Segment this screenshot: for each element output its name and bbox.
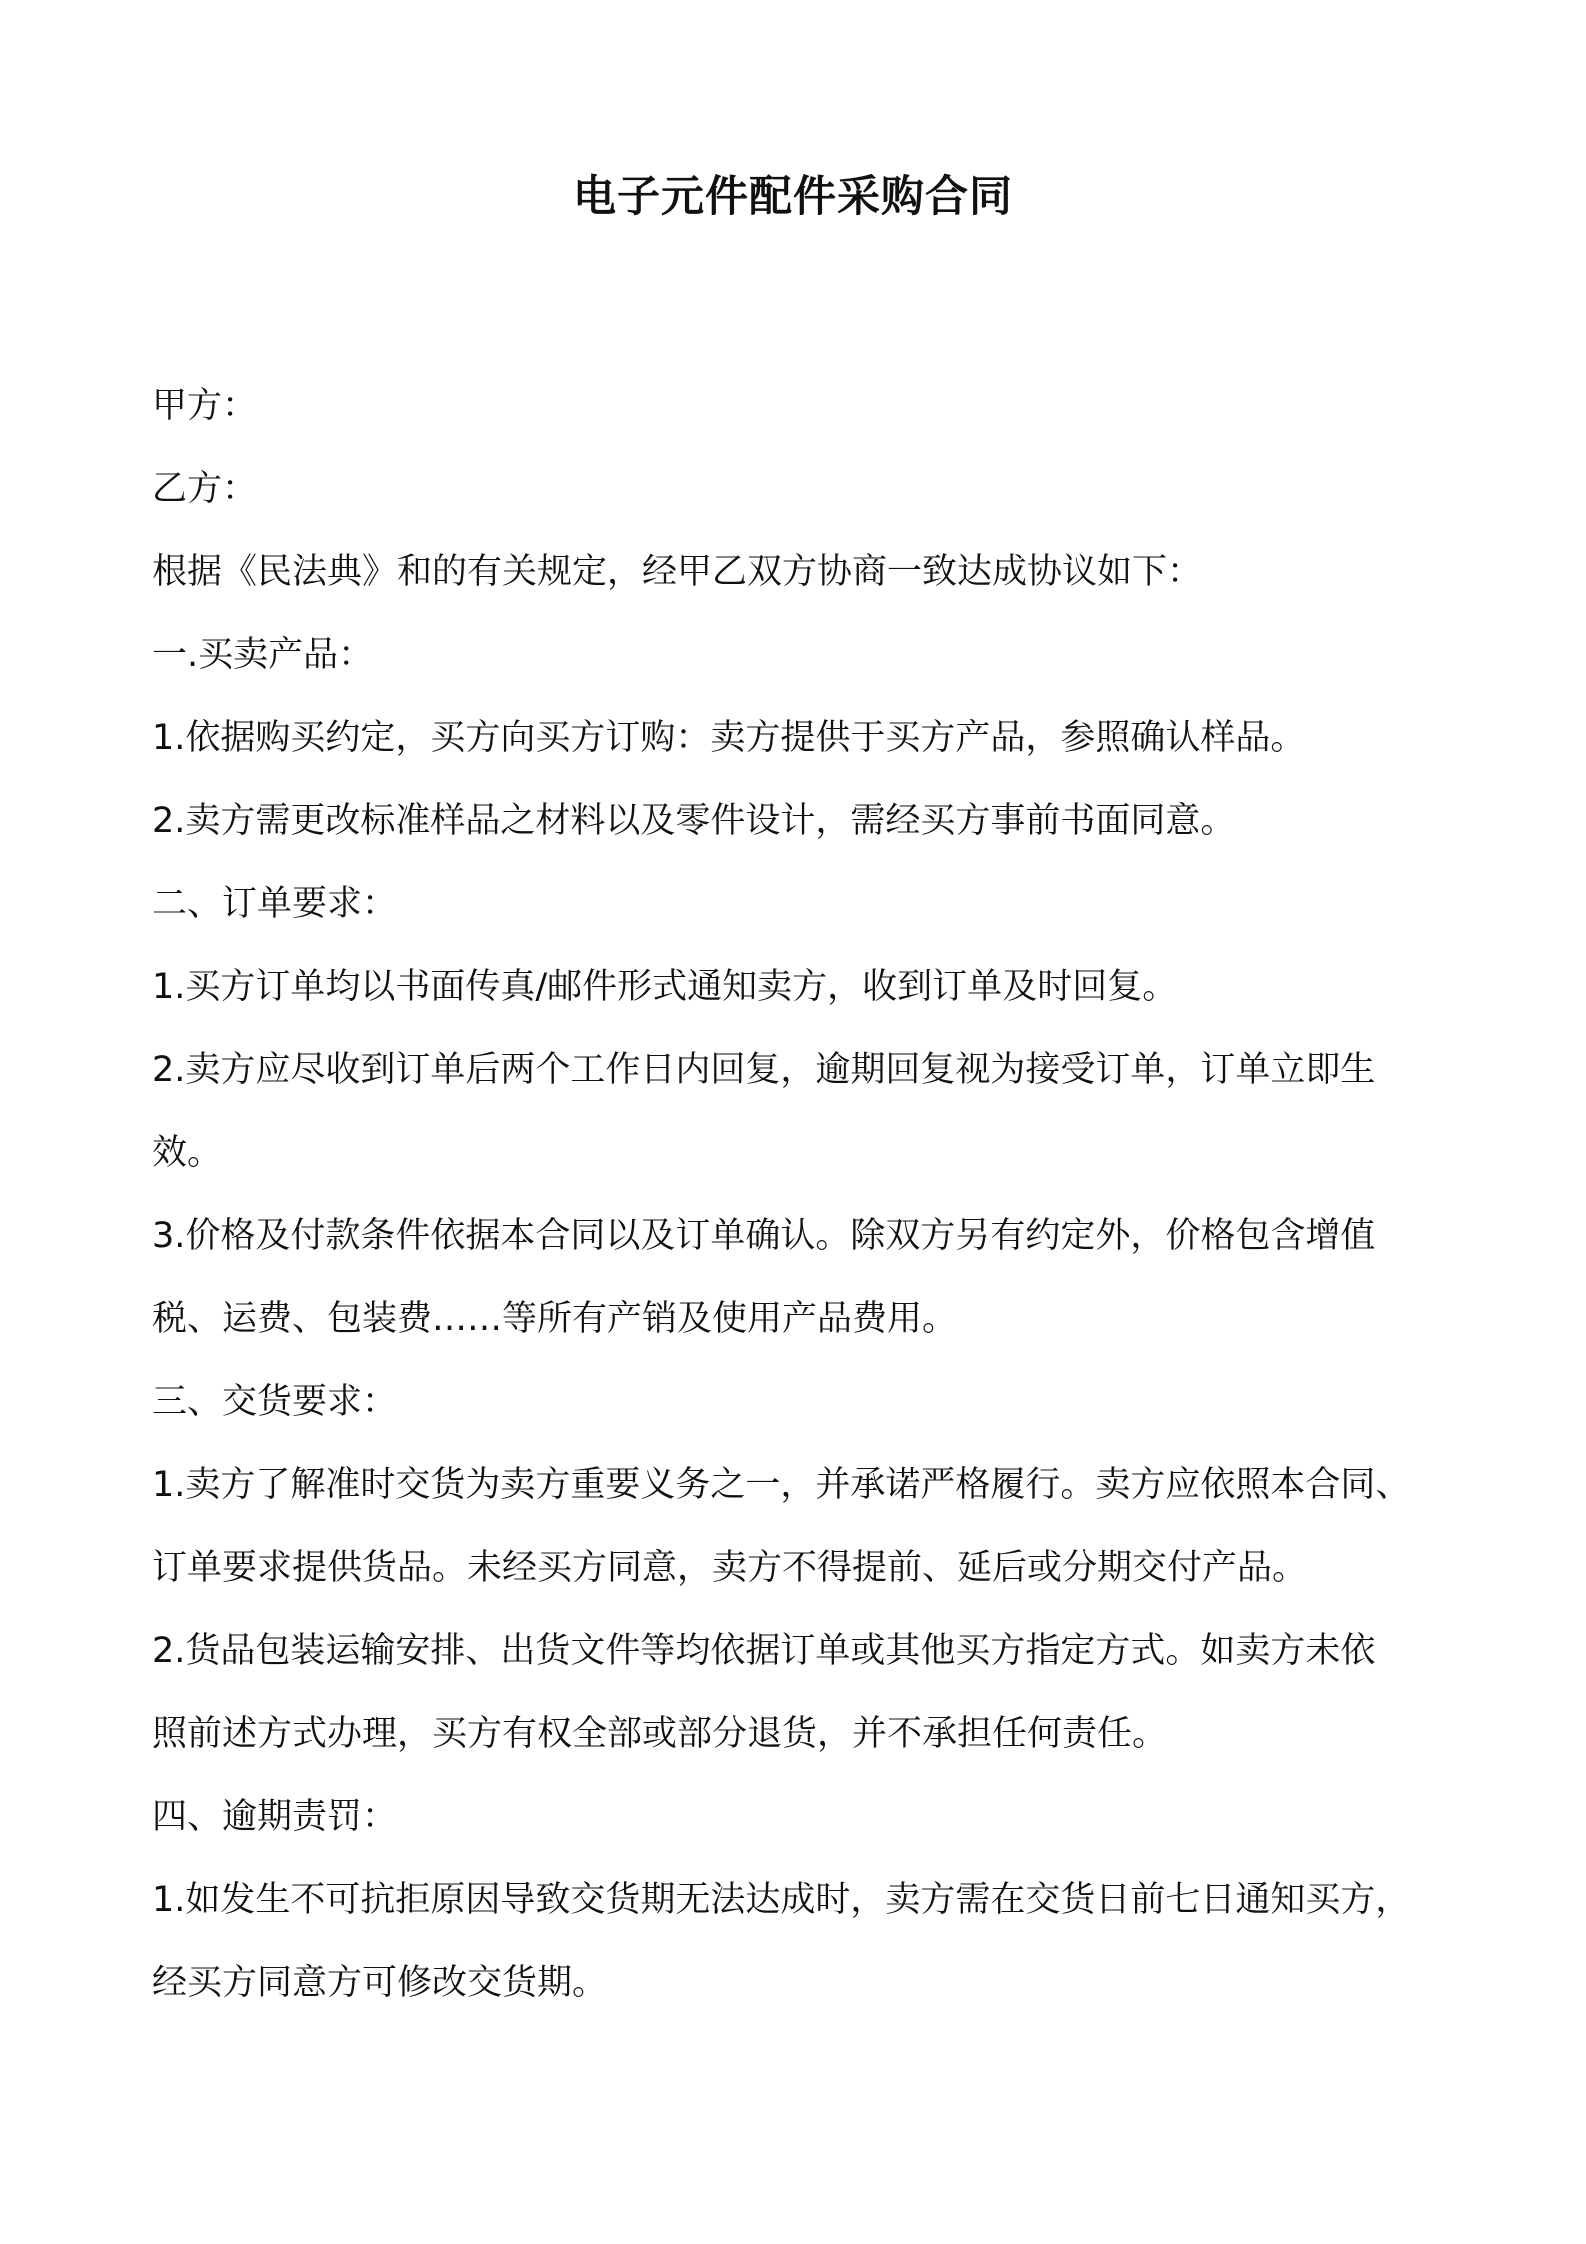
clause-paragraph (152, 1029, 1452, 1195)
clause-line: 效。 (152, 1133, 223, 1173)
section-heading: 一.买卖产品： (152, 635, 374, 675)
clause-line: 1.卖方了解准时交货为卖方重要义务之一，并承诺严格履行。卖方应依照本合同、 (152, 1465, 1411, 1505)
clause-paragraph (152, 1195, 1452, 1361)
document-body (152, 365, 1452, 2025)
clause-paragraph (152, 1610, 1452, 1776)
clause-line: 1.如发生不可抗拒原因导致交货期无法达成时，卖方需在交货日前七日通知买方， (152, 1880, 1411, 1920)
clause-line: 税、运费、包装费……等所有产销及使用产品费用。 (152, 1299, 958, 1339)
clause-line: 2.货品包装运输安排、出货文件等均依据订单或其他买方指定方式。如卖方未依 (152, 1631, 1376, 1671)
clause-paragraph (152, 1859, 1452, 2025)
clause-line: 订单要求提供货品。未经买方同意，卖方不得提前、延后或分期交付产品。 (152, 1548, 1308, 1588)
clause-line: 2.卖方需更改标准样品之材料以及零件设计，需经买方事前书面同意。 (152, 801, 1236, 841)
section-heading: 四、逾期责罚： (152, 1797, 398, 1837)
clause-paragraph (152, 697, 1452, 780)
clause-paragraph (152, 946, 1452, 1029)
party-a-label: 甲方： (152, 386, 258, 426)
party-b-label: 乙方： (152, 469, 258, 509)
clause-line: 照前述方式办理，买方有权全部或部分退货，并不承担任何责任。 (152, 1714, 1168, 1754)
clause-line: 1.买方订单均以书面传真/邮件形式通知卖方，收到订单及时回复。 (152, 967, 1178, 1007)
document-title: 电子元件配件采购合同 (573, 172, 1013, 222)
clause-line: 2.卖方应尽收到订单后两个工作日内回复，逾期回复视为接受订单，订单立即生 (152, 1050, 1376, 1090)
section-heading: 三、交货要求： (152, 1382, 398, 1422)
intro-paragraph: 根据《民法典》和的有关规定，经甲乙双方协商一致达成协议如下： (152, 552, 1203, 592)
clause-paragraph (152, 780, 1452, 863)
section-heading: 二、订单要求： (152, 884, 398, 924)
clause-line: 经买方同意方可修改交货期。 (152, 1963, 608, 2003)
clause-line: 3.价格及付款条件依据本合同以及订单确认。除双方另有约定外，价格包含增值 (152, 1216, 1376, 1256)
clause-paragraph (152, 1444, 1452, 1610)
clause-line: 1.依据购买约定，买方向买方订购：卖方提供于买方产品，参照确认样品。 (152, 718, 1306, 758)
